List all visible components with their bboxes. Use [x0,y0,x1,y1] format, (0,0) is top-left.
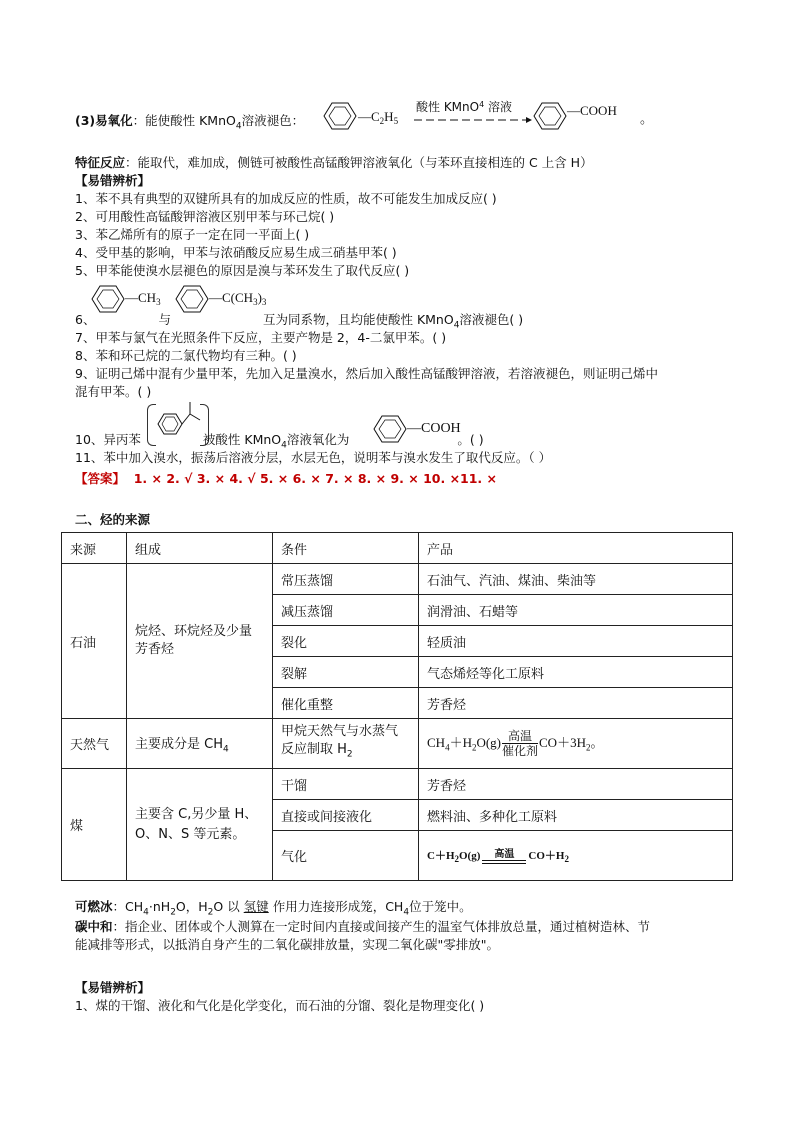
list-item: 2、可用酸性高锰酸钾溶液区别甲苯与环己烷( ) [75,209,335,224]
svg-text:—CH3: $—CH_3$ [125,290,161,307]
composition-natural-gas: 主要成分是 $CH_4$ [127,719,273,769]
list-item: 4、受甲基的影响，甲苯与浓硝酸反应易生成三硝基甲苯( ) [75,245,397,260]
list-item: 1、煤的干馏、液化和气化是化学变化，而石油的分馏、裂化是物理变化( ) [75,998,485,1013]
answer-line: 【答案】 1. × 2. √ 3. × 4. √ 5. × 6. × 7. × 8. × 9. × 10. ×11. × [75,471,498,486]
carbon-neutral-cont: 能减排等形式，以抵消自身产生的二氧化碳排放量，实现二氧化碳"零排放"。 [75,937,500,952]
table-row: 催化重整 芳香烃 [62,688,733,719]
section3-heading: 【易错辨析】 [75,980,151,995]
svg-text:—C(CH3)3: $—C(CH_3)_3$ [209,290,267,307]
oxidation-line: (3)易氧化：能使酸性 KMnO$_4$溶液褪色： [75,113,305,132]
source-natural-gas: 天然气 [62,719,127,769]
table-header: 产品 [419,533,733,564]
list-item: 混有甲苯。( ) [75,384,152,399]
table-header: 来源 [62,533,127,564]
table-row: 裂化 轻质油 [62,626,733,657]
methane-steam-equation: $CH_4+H_2O(g)$ 高温 催化剂 $CO+3H_2$。 [419,719,733,769]
source-petroleum: 石油 [62,564,127,719]
list-item: 11、苯中加入溴水，振荡后溶液分层，水层无色，说明苯与溴水发生了取代反应。（ ） [75,450,552,465]
table-row: 煤 主要含 C,另少量 H、O、N、S 等元素。 干馏 芳香烃 [62,769,733,800]
ethylbenzene-oxidation-equation [318,99,662,133]
oxidation-label: (3)易氧化 [75,113,133,128]
table-row: 直接或间接液化 燃料油、多种化工原料 [62,800,733,831]
coal-gasification-equation: $C+H_2O(g)$ 高温 $CO+H_2$ [419,831,733,881]
combustible-ice: 可燃冰：$CH_4\cdot nH_2O$，$H_2O$ 以 氢键 作用力连接形成笼，$CH_4$位于笼中。 [75,899,472,918]
list-item: 5、甲苯能使溴水层褪色的原因是溴与苯环发生了取代反应( ) [75,263,410,278]
list-item: 1、苯不具有典型的双键所具有的加成反应的性质，故不可能发生加成反应( ) [75,191,497,206]
table-row: 减压蒸馏 润滑油、石蜡等 [62,595,733,626]
list-item: 8、苯和环己烷的二氯代物均有三种。( ) [75,348,297,363]
carbon-neutral: 碳中和：指企业、团体或个人测算在一定时间内直接或间接产生的温室气体排放总量，通过植树造林、节 [75,919,651,934]
composition-coal: 主要含 C,另少量 H、O、N、S 等元素。 [127,769,273,881]
svg-text:酸性 KMnO4 溶液: 酸性 KMnO$^4$ 溶液 [416,100,513,114]
table-row: 裂解 气态烯烃等化工原料 [62,657,733,688]
svg-text:—COOH: —COOH [567,103,617,118]
hydrocarbon-source-table [61,532,733,881]
table-header: 组成 [127,533,273,564]
svg-text:—COOH: —COOH [407,421,461,436]
svg-text:。: 。 [640,111,654,126]
table-row: 天然气 主要成分是 $CH_4$ 甲烷天然气与水蒸气反应制取 $H_2$ $CH_4+H_2O(g)$ 高温 催化剂 $CO+3H_2$。 [62,719,733,769]
source-coal: 煤 [62,769,127,881]
list-item: 3、苯乙烯所有的原子一定在同一平面上( ) [75,227,310,242]
composition-petroleum: 烷烃、环烷烃及少量芳香烃 [127,564,273,719]
list-item: 9、证明己烯中混有少量甲苯，先加入足量溴水，然后加入酸性高锰酸钾溶液，若溶液褪色，则证明己烯中 [75,366,658,381]
table-row: 气化 $C+H_2O(g)$ 高温 $CO+H_2$ [62,831,733,881]
feature-reaction: 特征反应：能取代，难加成，侧链可被酸性高锰酸钾溶液氧化（与苯环直接相连的 C 上含 H） [75,155,593,170]
list-item: 7、甲苯与氯气在光照条件下反应，主要产物是 2，4-二氯甲苯。( ) [75,330,447,345]
table-header: 条件 [273,533,419,564]
section2-title: 二、烃的来源 [75,512,151,527]
table-row: 石油 烷烃、环烷烃及少量芳香烃 常压蒸馏 石油气、汽油、煤油、柴油等 [62,564,733,595]
list-item-6: 6、 与 互为同系物，且均能使酸性 KMnO$_4$溶液褪色( ) [75,312,524,331]
svg-text:—C2H5: $—C_2H_5$ [358,109,399,126]
section1-heading: 【易错辨析】 [75,173,151,188]
table-header-row [62,533,733,564]
oxidation-text: ：能使酸性 KMnO [132,113,236,128]
list-item-10: 10、异丙苯 被酸性 KMnO$_4$溶液氧化为 。( ) [75,432,484,451]
